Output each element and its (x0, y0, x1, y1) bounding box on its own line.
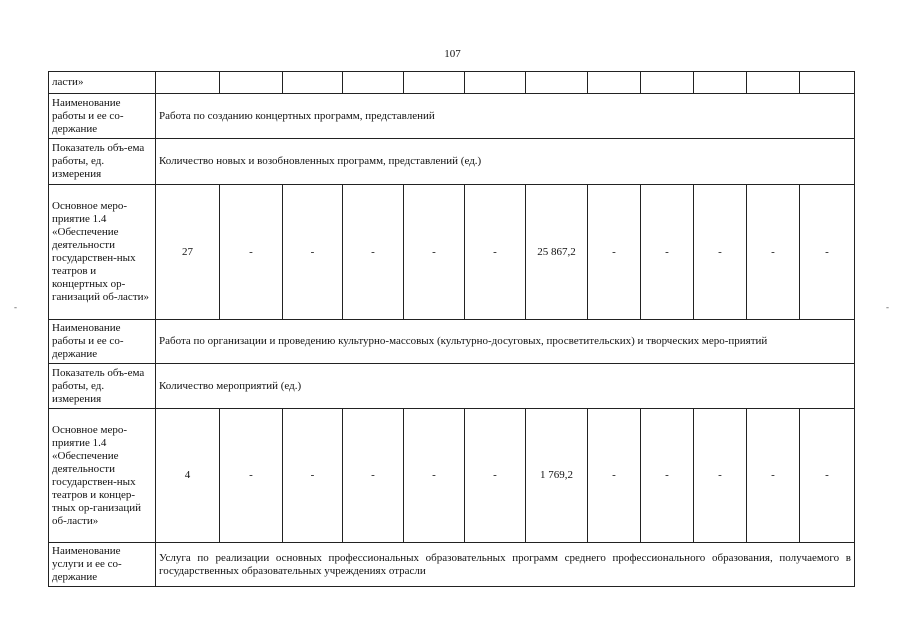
row-label: Показатель объ-ема работы, ед. измерения (49, 364, 156, 409)
value-cell: - (343, 185, 404, 320)
table-row (49, 543, 855, 587)
page-number: 107 (444, 48, 461, 60)
table-row (49, 139, 855, 185)
value-cell: - (800, 185, 855, 320)
value-cell: - (641, 185, 694, 320)
table-row (49, 320, 855, 364)
row-label: Наименование работы и ее со-держание (49, 94, 156, 139)
table-row (49, 409, 855, 543)
value-cell: - (747, 185, 800, 320)
document-table (48, 71, 855, 587)
row-label: Основное меро-приятие 1.4 «Обеспечение деятельности государствен-ных театров и концертных ор-ганизаций об-ласти» (49, 185, 156, 320)
value-cell: - (283, 409, 343, 543)
scan-artifact: - (14, 302, 17, 312)
value-cell: - (588, 409, 641, 543)
row-description: Количество новых и возобновленных программ, представлений (ед.) (156, 139, 855, 185)
row-description: Работа по организации и проведению культурно-массовых (культурно-досуговых, просветительских) и творческих меро-приятий (156, 320, 855, 364)
value-cell: - (588, 185, 641, 320)
value-cell: 1 769,2 (526, 409, 588, 543)
value-cell: - (220, 409, 283, 543)
value-cell: - (220, 185, 283, 320)
value-cell: - (404, 185, 465, 320)
value-cell: - (283, 185, 343, 320)
table-row (49, 72, 855, 94)
row-label: ласти» (49, 72, 156, 94)
scan-artifact: - (886, 302, 889, 312)
row-description: Работа по созданию концертных программ, представлений (156, 94, 855, 139)
value-cell: 4 (156, 409, 220, 543)
value-cell: - (343, 409, 404, 543)
value-cell: - (465, 185, 526, 320)
table-row (49, 185, 855, 320)
value-cell: 27 (156, 185, 220, 320)
value-cell: - (747, 409, 800, 543)
value-cell: - (404, 409, 465, 543)
row-description: Услуга по реализации основных профессиональных образовательных программ среднего профессионального образования, получаемого в государственных образовательных учреждениях отрасли (156, 543, 855, 587)
row-label: Наименование работы и ее со-держание (49, 320, 156, 364)
row-label: Показатель объ-ема работы, ед. измерения (49, 139, 156, 185)
row-description: Количество мероприятий (ед.) (156, 364, 855, 409)
row-label: Наименование услуги и ее со-держание (49, 543, 156, 587)
value-cell: - (694, 185, 747, 320)
table-row (49, 364, 855, 409)
value-cell: 25 867,2 (526, 185, 588, 320)
table-row (49, 94, 855, 139)
value-cell: - (694, 409, 747, 543)
value-cell: - (641, 409, 694, 543)
value-cell: - (465, 409, 526, 543)
value-cell: - (800, 409, 855, 543)
row-label: Основное меро-приятие 1.4 «Обеспечение деятельности государствен-ных театров и концер-тных ор-ганизаций об-ласти» (49, 409, 156, 543)
